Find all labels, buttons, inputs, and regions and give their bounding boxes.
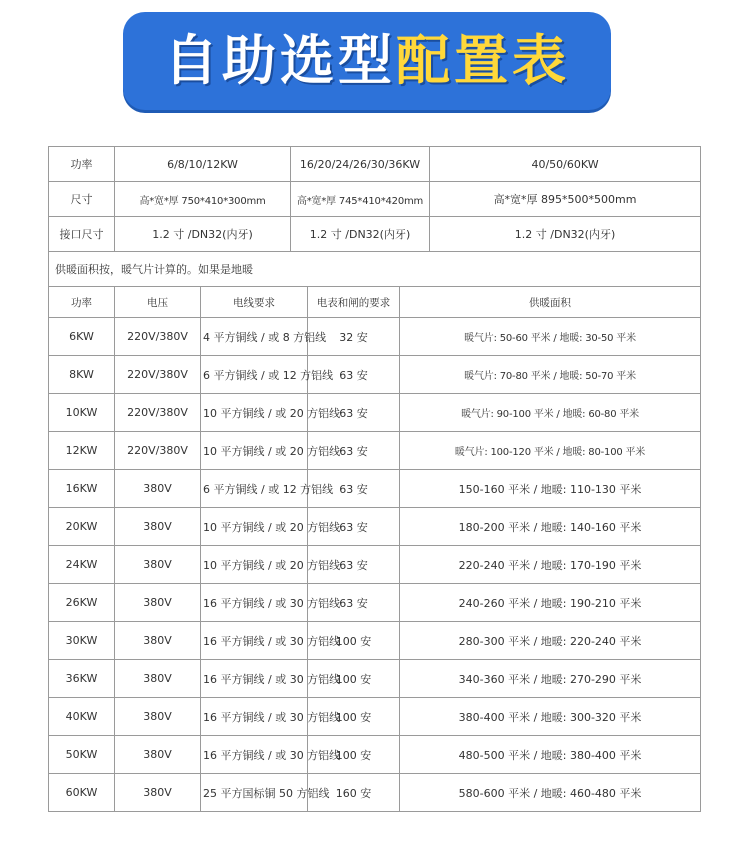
cell-area: 暖气片: 90-100 平米 / 地暖: 60-80 平米 bbox=[400, 394, 701, 432]
cell-voltage: 380V bbox=[115, 584, 201, 622]
cell-area: 暖气片: 100-120 平米 / 地暖: 80-100 平米 bbox=[400, 432, 701, 470]
table-row bbox=[49, 318, 701, 356]
cell-power: 30KW bbox=[49, 622, 115, 660]
spec-cell: 1.2 寸 /DN32(内牙) bbox=[430, 217, 701, 252]
cell-wire: 16 平方铜线 / 或 30 方铝线 bbox=[201, 584, 308, 622]
spec-cell: 6/8/10/12KW bbox=[115, 147, 291, 182]
cell-power: 26KW bbox=[49, 584, 115, 622]
cell-voltage: 380V bbox=[115, 736, 201, 774]
table-row bbox=[49, 584, 701, 622]
spec-row-port bbox=[49, 217, 701, 252]
cell-voltage: 380V bbox=[115, 698, 201, 736]
table-header-row bbox=[49, 287, 701, 318]
cell-area: 580-600 平米 / 地暖: 460-480 平米 bbox=[400, 774, 701, 812]
cell-meter: 63 安 bbox=[308, 546, 400, 584]
table-row bbox=[49, 622, 701, 660]
table-row bbox=[49, 736, 701, 774]
cell-voltage: 380V bbox=[115, 622, 201, 660]
cell-meter: 63 安 bbox=[308, 432, 400, 470]
cell-area: 280-300 平米 / 地暖: 220-240 平米 bbox=[400, 622, 701, 660]
title-banner bbox=[123, 12, 611, 110]
spec-cell: 1.2 寸 /DN32(内牙) bbox=[291, 217, 430, 252]
cell-meter: 100 安 bbox=[308, 622, 400, 660]
spec-cell: 40/50/60KW bbox=[430, 147, 701, 182]
cell-power: 10KW bbox=[49, 394, 115, 432]
cell-area: 480-500 平米 / 地暖: 380-400 平米 bbox=[400, 736, 701, 774]
header-wire: 电线要求 bbox=[201, 287, 308, 318]
cell-area: 240-260 平米 / 地暖: 190-210 平米 bbox=[400, 584, 701, 622]
cell-voltage: 220V/380V bbox=[115, 394, 201, 432]
cell-wire: 6 平方铜线 / 或 12 方铝线 bbox=[201, 356, 308, 394]
cell-wire: 16 平方铜线 / 或 30 方铝线 bbox=[201, 660, 308, 698]
spec-cell: 高*宽*厚 745*410*420mm bbox=[291, 182, 430, 217]
cell-voltage: 220V/380V bbox=[115, 318, 201, 356]
note-row bbox=[49, 252, 701, 287]
table-row bbox=[49, 698, 701, 736]
cell-voltage: 380V bbox=[115, 660, 201, 698]
row-label: 功率 bbox=[49, 147, 115, 182]
cell-meter: 63 安 bbox=[308, 394, 400, 432]
cell-voltage: 380V bbox=[115, 774, 201, 812]
cell-meter: 100 安 bbox=[308, 736, 400, 774]
cell-meter: 100 安 bbox=[308, 660, 400, 698]
cell-voltage: 380V bbox=[115, 546, 201, 584]
heating-area-note: 供暖面积按，暖气片计算的。如果是地暖 bbox=[49, 252, 701, 287]
cell-voltage: 220V/380V bbox=[115, 432, 201, 470]
cell-area: 暖气片: 50-60 平米 / 地暖: 30-50 平米 bbox=[400, 318, 701, 356]
cell-area: 340-360 平米 / 地暖: 270-290 平米 bbox=[400, 660, 701, 698]
cell-meter: 63 安 bbox=[308, 584, 400, 622]
title-part-1: 自助选型 bbox=[164, 29, 396, 92]
table-row bbox=[49, 432, 701, 470]
cell-power: 60KW bbox=[49, 774, 115, 812]
cell-power: 24KW bbox=[49, 546, 115, 584]
cell-voltage: 220V/380V bbox=[115, 356, 201, 394]
spec-row-power bbox=[49, 147, 701, 182]
cell-area: 暖气片: 70-80 平米 / 地暖: 50-70 平米 bbox=[400, 356, 701, 394]
table-row bbox=[49, 470, 701, 508]
cell-power: 16KW bbox=[49, 470, 115, 508]
row-label: 尺寸 bbox=[49, 182, 115, 217]
spec-cell: 高*宽*厚 895*500*500mm bbox=[430, 182, 701, 217]
cell-meter: 63 安 bbox=[308, 356, 400, 394]
header-meter: 电表和闸的要求 bbox=[308, 287, 400, 318]
cell-area: 220-240 平米 / 地暖: 170-190 平米 bbox=[400, 546, 701, 584]
cell-wire: 4 平方铜线 / 或 8 方铝线 bbox=[201, 318, 308, 356]
cell-power: 36KW bbox=[49, 660, 115, 698]
spec-cell: 16/20/24/26/30/36KW bbox=[291, 147, 430, 182]
cell-area: 180-200 平米 / 地暖: 140-160 平米 bbox=[400, 508, 701, 546]
cell-meter: 100 安 bbox=[308, 698, 400, 736]
cell-wire: 10 平方铜线 / 或 20 方铝线 bbox=[201, 546, 308, 584]
spec-cell: 1.2 寸 /DN32(内牙) bbox=[115, 217, 291, 252]
cell-wire: 10 平方铜线 / 或 20 方铝线 bbox=[201, 432, 308, 470]
spec-row-size bbox=[49, 182, 701, 217]
cell-wire: 16 平方铜线 / 或 30 方铝线 bbox=[201, 698, 308, 736]
cell-power: 12KW bbox=[49, 432, 115, 470]
table-row bbox=[49, 660, 701, 698]
cell-wire: 10 平方铜线 / 或 20 方铝线 bbox=[201, 508, 308, 546]
selection-table bbox=[48, 146, 701, 812]
title-part-2: 配置表 bbox=[396, 29, 570, 92]
table-row bbox=[49, 394, 701, 432]
cell-meter: 63 安 bbox=[308, 470, 400, 508]
header-voltage: 电压 bbox=[115, 287, 201, 318]
cell-area: 150-160 平米 / 地暖: 110-130 平米 bbox=[400, 470, 701, 508]
cell-wire: 25 平方国标铜 50 方铝线 bbox=[201, 774, 308, 812]
table-body bbox=[49, 318, 701, 812]
cell-meter: 160 安 bbox=[308, 774, 400, 812]
table-row bbox=[49, 356, 701, 394]
cell-wire: 16 平方铜线 / 或 30 方铝线 bbox=[201, 622, 308, 660]
cell-voltage: 380V bbox=[115, 470, 201, 508]
cell-voltage: 380V bbox=[115, 508, 201, 546]
cell-power: 40KW bbox=[49, 698, 115, 736]
cell-wire: 6 平方铜线 / 或 12 方铝线 bbox=[201, 470, 308, 508]
cell-area: 380-400 平米 / 地暖: 300-320 平米 bbox=[400, 698, 701, 736]
cell-power: 20KW bbox=[49, 508, 115, 546]
cell-wire: 10 平方铜线 / 或 20 方铝线 bbox=[201, 394, 308, 432]
table-row bbox=[49, 508, 701, 546]
header-power: 功率 bbox=[49, 287, 115, 318]
spec-cell: 高*宽*厚 750*410*300mm bbox=[115, 182, 291, 217]
cell-meter: 32 安 bbox=[308, 318, 400, 356]
row-label: 接口尺寸 bbox=[49, 217, 115, 252]
cell-power: 6KW bbox=[49, 318, 115, 356]
table-row bbox=[49, 774, 701, 812]
cell-meter: 63 安 bbox=[308, 508, 400, 546]
cell-power: 50KW bbox=[49, 736, 115, 774]
table-row bbox=[49, 546, 701, 584]
header-area: 供暖面积 bbox=[400, 287, 701, 318]
cell-power: 8KW bbox=[49, 356, 115, 394]
cell-wire: 16 平方铜线 / 或 30 方铝线 bbox=[201, 736, 308, 774]
